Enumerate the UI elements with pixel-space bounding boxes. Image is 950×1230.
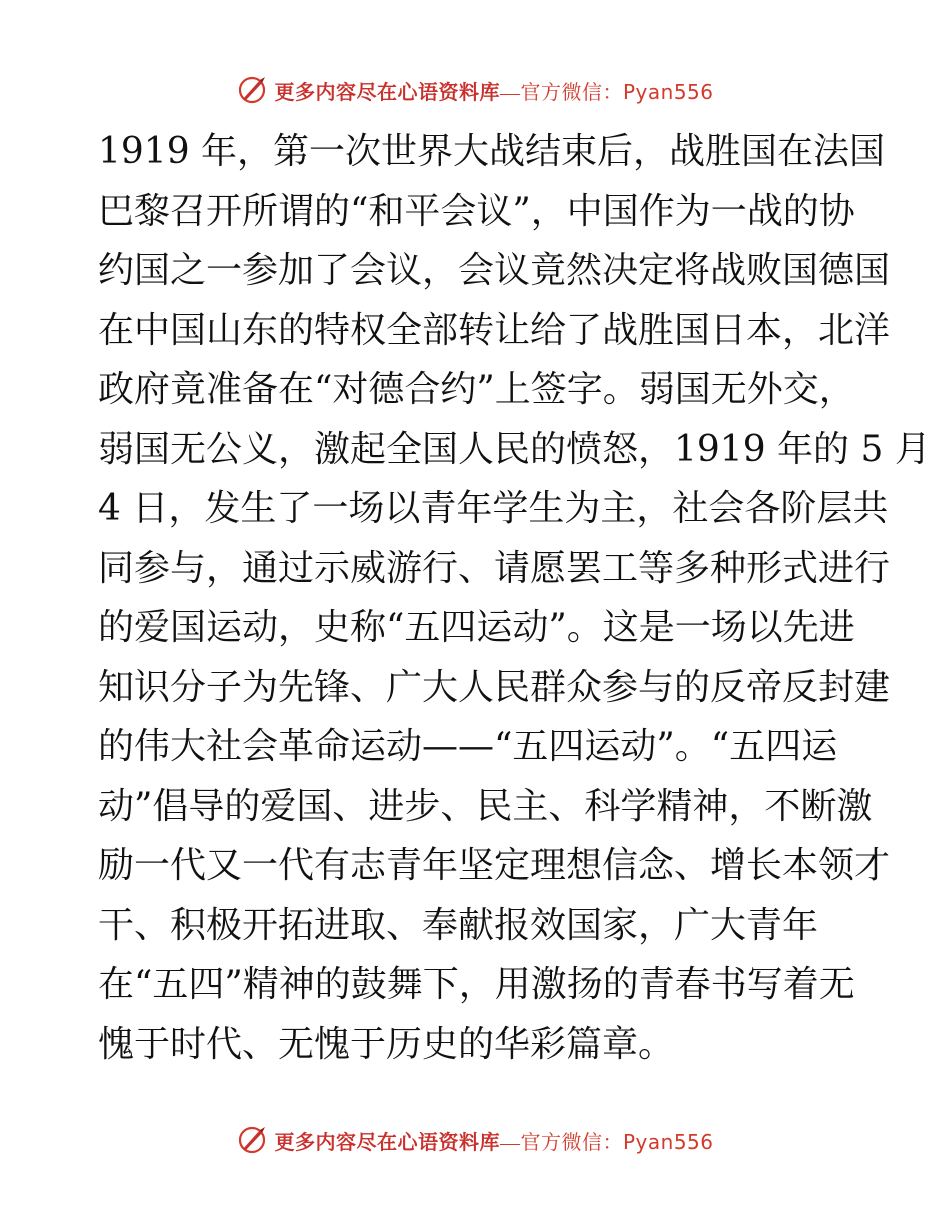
- body-line: 的伟大社会革命运动——“五四运动”。“五四运: [98, 726, 838, 767]
- footer-banner-text: [274, 1126, 713, 1155]
- quill-pen-logo-icon: [236, 74, 268, 106]
- body-line: 愧于时代、无愧于历史的华彩篇章。: [98, 1023, 675, 1065]
- body-line: 知识分子为先锋、广大人民群众参与的反帝反封建: [98, 666, 891, 708]
- body-line: 1919 年，第一次世界大战结束后，战胜国在法国: [98, 131, 886, 172]
- footer-banner-separator: —: [499, 1131, 521, 1154]
- document-body: [98, 122, 931, 1074]
- body-line: 政府竟准备在“对德合约”上签字。弱国无外交，: [98, 369, 855, 410]
- body-line: 励一代又一代有志青年坚定理想信念、增长本领才: [98, 845, 891, 886]
- body-line: 干、积极开拓进取、奉献报效国家，广大青年: [98, 904, 819, 946]
- body-line: 的爱国运动，史称“五四运动”。这是一场以先进: [98, 607, 855, 648]
- body-line: 4 日，发生了一场以青年学生为主，社会各阶层共: [98, 488, 889, 529]
- body-line: 弱国无公义，激起全国人民的愤怒，1919 年的 5 月: [98, 428, 931, 470]
- header-banner-separator: —: [499, 81, 521, 104]
- footer-banner: [0, 1120, 950, 1160]
- header-banner-contact-label: 官方微信：: [520, 81, 623, 104]
- header-banner-text: [274, 76, 713, 105]
- body-line: 在中国山东的特权全部转让给了战胜国日本，北洋: [98, 309, 891, 351]
- body-line: 约国之一参加了会议，会议竟然决定将战败国德国: [98, 250, 891, 291]
- body-line: 巴黎召开所谓的“和平会议”，中国作为一战的协: [98, 190, 855, 232]
- quill-pen-logo-icon: [236, 1124, 268, 1156]
- footer-banner-contact-id: Pyan556: [622, 1129, 714, 1154]
- body-line: 在“五四”精神的鼓舞下，用激扬的青春书写着无: [98, 964, 855, 1005]
- header-banner: [0, 70, 950, 110]
- footer-banner-contact-label: 官方微信：: [520, 1131, 623, 1154]
- body-line: 动”倡导的爱国、进步、民主、科学精神，不断激: [98, 785, 873, 827]
- footer-banner-brand: 更多内容尽在心语资料库: [274, 1131, 500, 1154]
- header-banner-contact-id: Pyan556: [622, 79, 714, 104]
- header-banner-brand: 更多内容尽在心语资料库: [274, 81, 500, 104]
- body-line: 同参与，通过示威游行、请愿罢工等多种形式进行: [98, 547, 891, 589]
